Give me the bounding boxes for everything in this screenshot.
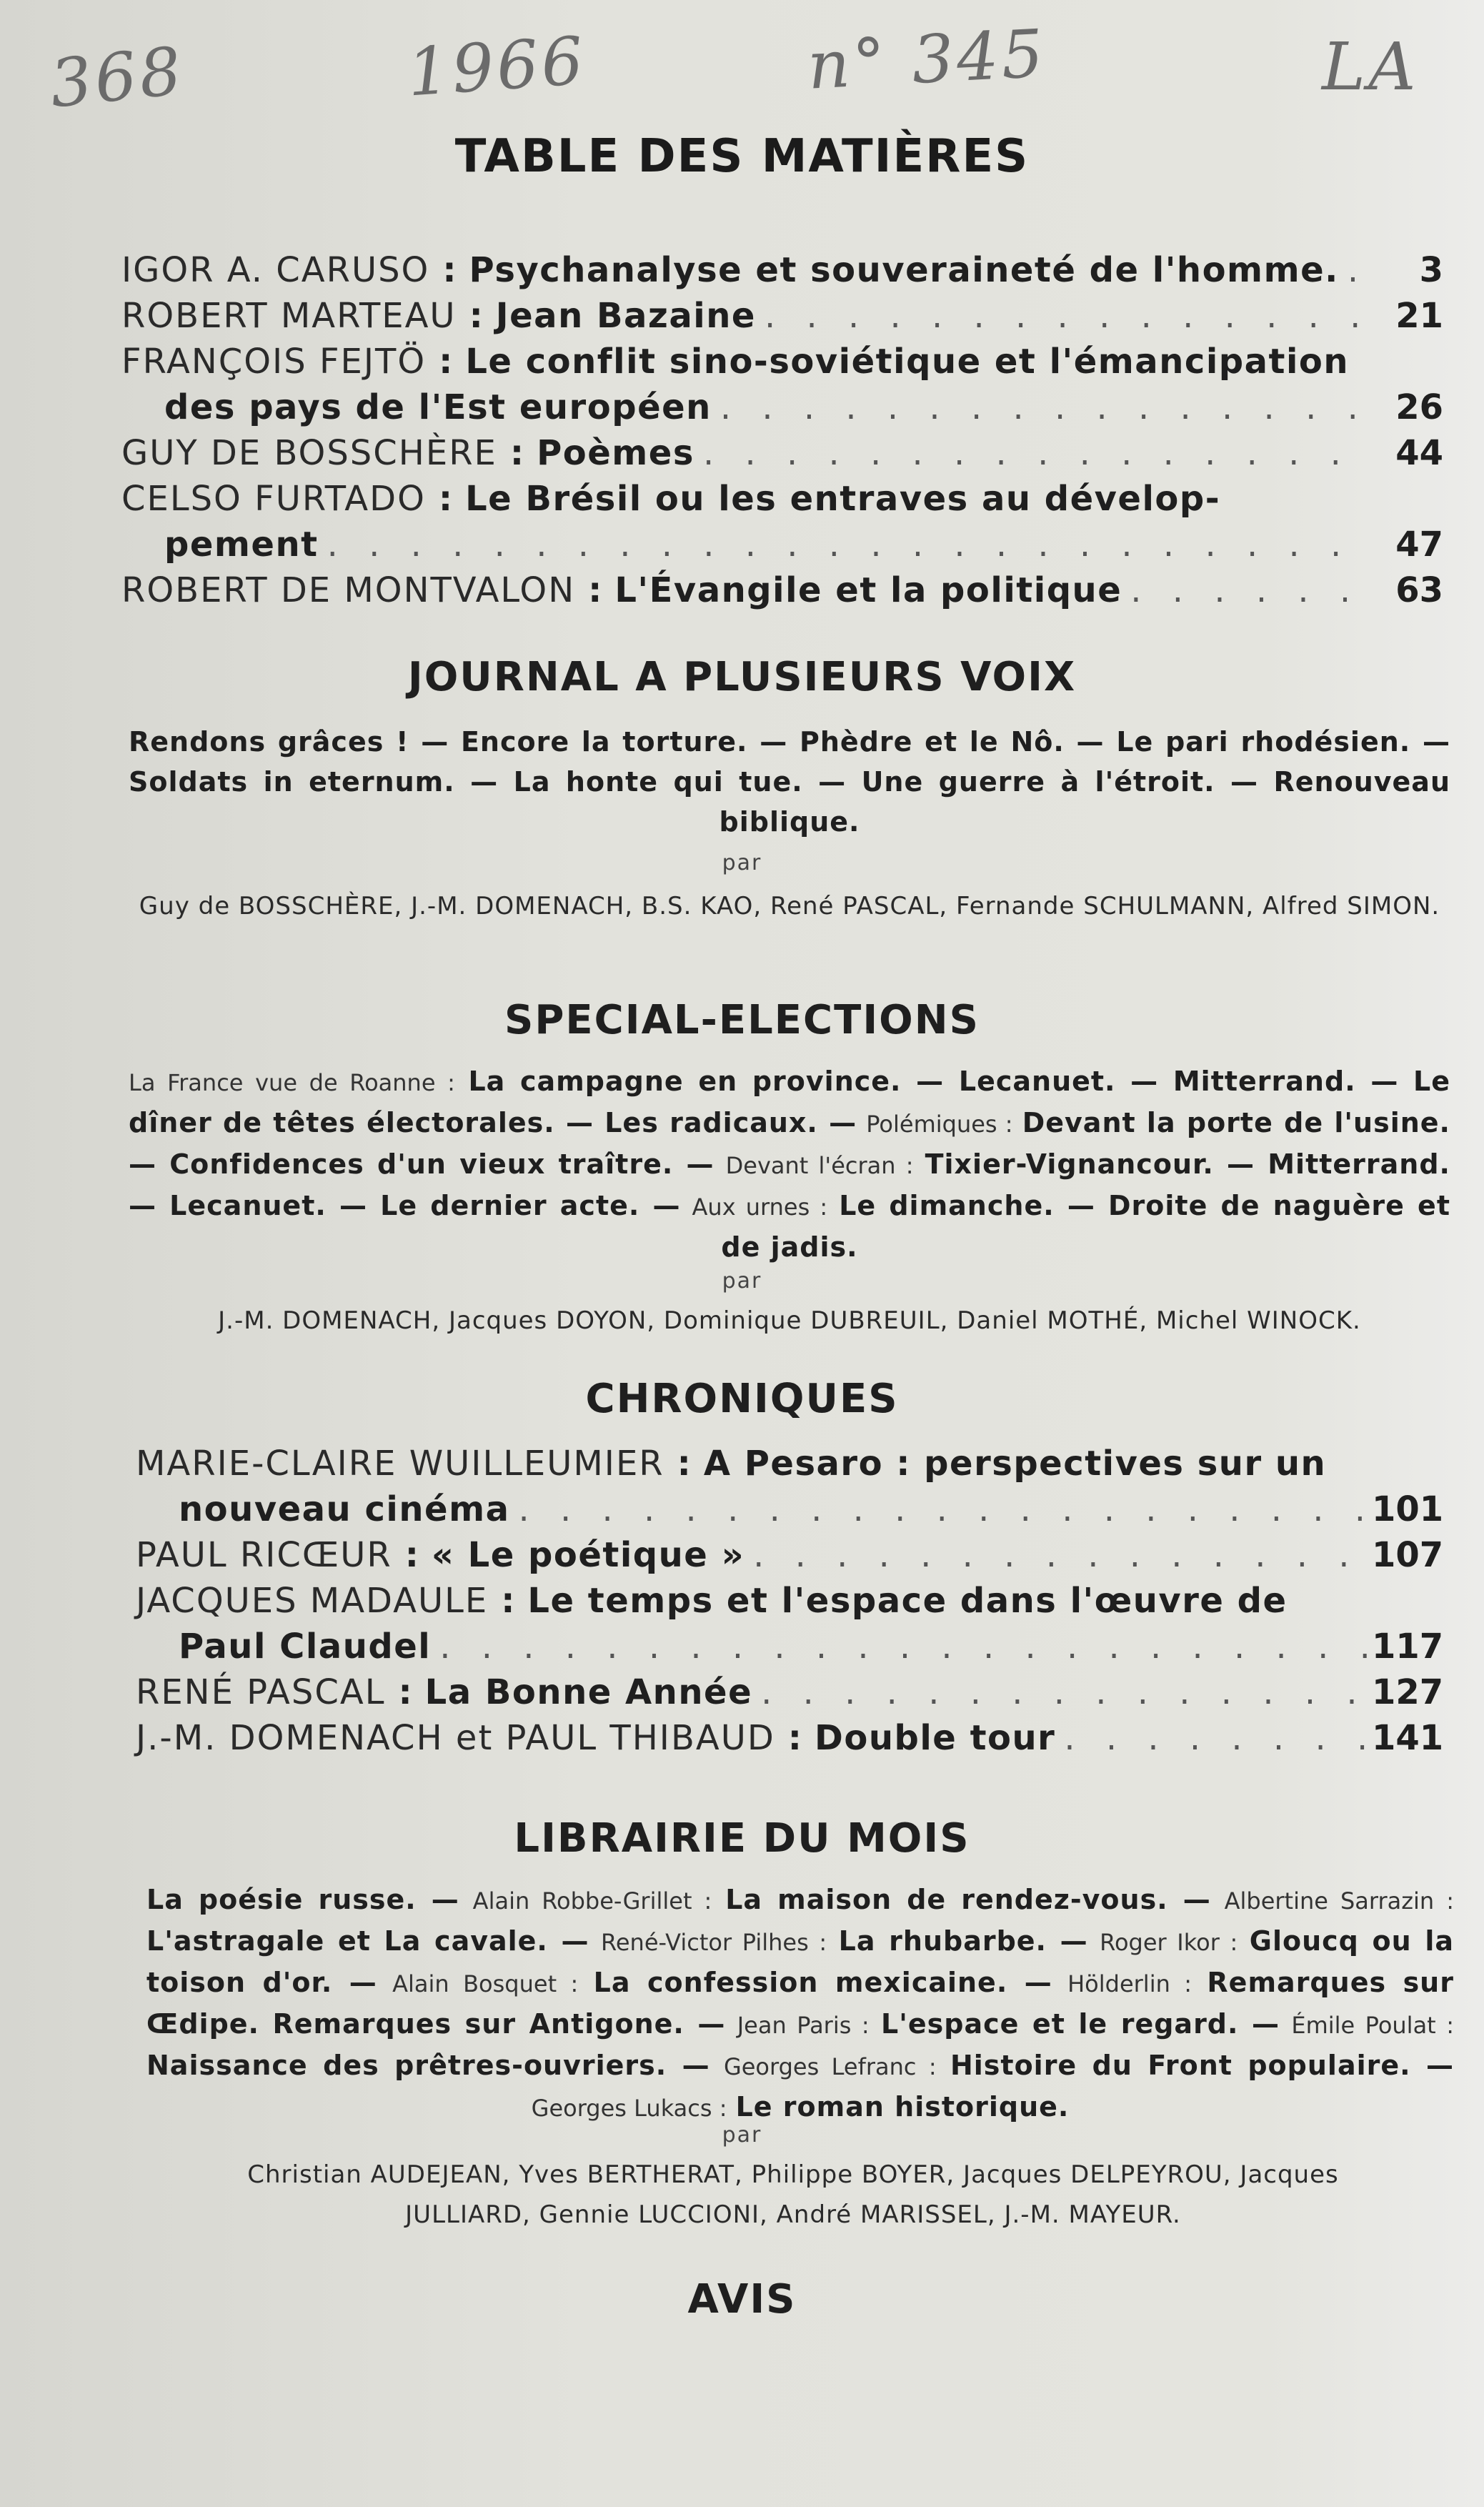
book-author: René-Victor Pilhes :: [601, 1929, 827, 1956]
chroniques-list: [136, 1444, 1443, 1764]
entry-author: JACQUES MADAULE: [136, 1581, 489, 1621]
entry-title: Psychanalyse et souveraineté de l'homme.: [469, 250, 1339, 290]
book-title: L'astragale et La cavale. —: [146, 1925, 589, 1957]
book-title: Naissance des prêtres-ouvriers. —: [146, 2050, 710, 2081]
elections-text: Tixier-Vignancour. — Mitterrand. — Lecanuet. — Le dernier acte. —: [129, 1148, 1450, 1221]
entry-title: La Bonne Année: [424, 1672, 753, 1712]
entry-author: FRANÇOIS FEJTÖ: [121, 342, 427, 382]
book-author: Émile Poulat :: [1291, 2012, 1454, 2039]
librairie-contents: [146, 1880, 1454, 2128]
entry-page: 107: [1372, 1535, 1444, 1575]
section-heading-elections: SPECIAL-ELECTIONS: [504, 997, 980, 1043]
entry-page: 127: [1372, 1672, 1444, 1712]
book-title: Remarques sur Œdipe. Remarques sur Antigone. —: [146, 1967, 1454, 2040]
book-author: Alain Robbe-Grillet :: [472, 1887, 712, 1915]
book-author: Alain Bosquet :: [392, 1970, 579, 1997]
entry-title: Jean Bazaine: [495, 296, 756, 336]
entry-page: 141: [1372, 1718, 1444, 1758]
book-author: Hölderlin :: [1067, 1970, 1192, 1997]
entry-author: CELSO FURTADO: [121, 479, 426, 519]
entry-page: 47: [1395, 525, 1443, 565]
book-title: Gloucq ou la toison d'or. —: [146, 1925, 1455, 1998]
entry-author: J.-M. DOMENACH et PAUL THIBAUD: [136, 1718, 775, 1758]
handwritten-note-year: 1966: [404, 22, 589, 111]
book-author: Georges Lukacs :: [531, 2095, 727, 2122]
journal-authors: Guy de BOSSCHÈRE, J.-M. DOMENACH, B.S. KAO, René PASCAL, Fernande SCHULMANN, Alfred SIMON.: [139, 892, 1440, 920]
entry-page: 26: [1395, 387, 1443, 427]
entry-author: RENÉ PASCAL: [136, 1672, 386, 1712]
entry-author: MARIE-CLAIRE WUILLEUMIER: [136, 1444, 664, 1484]
handwritten-note-number: n° 345: [805, 15, 1048, 104]
toc-entry: CELSO FURTADO : Le Brésil ou les entraves au dévelop- pement . . . 47: [121, 479, 1443, 570]
entry-title-continued: pement: [164, 525, 319, 565]
page-title: TABLE DES MATIÈRES: [454, 130, 1030, 183]
handwritten-note-left: 368: [46, 32, 188, 123]
toc-entry: PAUL RICŒUR : « Le poétique » . . . 107: [136, 1535, 1443, 1581]
elections-contents: [129, 1061, 1450, 1267]
entry-page: 3: [1419, 250, 1443, 290]
elections-intro: Aux urnes :: [692, 1193, 828, 1221]
par-label: par: [722, 1269, 762, 1294]
entry-title: Le conflit sino-soviétique et l'émancipation: [465, 342, 1350, 382]
toc-entry: ROBERT MARTEAU : Jean Bazaine . . . 21: [121, 296, 1443, 342]
book-author: Jean Paris :: [737, 2012, 870, 2039]
book-title: La poésie russe. —: [146, 1884, 459, 1915]
book-title: Histoire du Front populaire. —: [950, 2050, 1454, 2081]
toc-entry: J.-M. DOMENACH et PAUL THIBAUD : Double tour . . . 141: [136, 1718, 1443, 1764]
toc-entry: ROBERT DE MONTVALON : L'Évangile et la politique . . . 63: [121, 570, 1443, 616]
entry-author: ROBERT MARTEAU: [121, 296, 457, 336]
entry-author: GUY DE BOSSCHÈRE: [121, 433, 497, 473]
entry-title: Le Brésil ou les entraves au dévelop-: [465, 479, 1221, 519]
book-author: Albertine Sarrazin :: [1224, 1887, 1454, 1915]
toc-entry: IGOR A. CARUSO : Psychanalyse et souveraineté de l'homme. . . . 3: [121, 250, 1443, 296]
section-heading-journal: JOURNAL A PLUSIEURS VOIX: [407, 654, 1077, 700]
entry-title-continued: des pays de l'Est européen: [164, 387, 712, 427]
entry-title: Double tour: [815, 1718, 1056, 1758]
entry-title-continued: nouveau cinéma: [179, 1489, 510, 1529]
articles-list: [121, 250, 1443, 616]
entry-author: ROBERT DE MONTVALON: [121, 570, 576, 610]
avis-heading: AVIS: [687, 2276, 797, 2323]
entry-title: L'Évangile et la politique: [614, 570, 1122, 610]
elections-authors: J.-M. DOMENACH, Jacques DOYON, Dominique DUBREUIL, Daniel MOTHÉ, Michel WINOCK.: [218, 1306, 1361, 1335]
entry-page: 44: [1395, 433, 1443, 473]
handwritten-note-right: LA: [1322, 29, 1419, 105]
journal-text: Rendons grâces ! — Encore la torture. — Phèdre et le Nô. — Le pari rhodésien. — Soldats in eternum. — La honte qui tue. — Une guerre à l'étroit. — Renouveau biblique.: [129, 726, 1450, 838]
elections-intro: Devant l'écran :: [725, 1152, 914, 1179]
book-title: La confession mexicaine. —: [593, 1967, 1052, 1998]
entry-page: 21: [1395, 296, 1443, 336]
par-label: par: [722, 850, 762, 875]
book-title: L'espace et le regard. —: [881, 2008, 1280, 2040]
entry-title: A Pesaro : perspectives sur un: [703, 1444, 1327, 1484]
section-heading-librairie: LIBRAIRIE DU MOIS: [514, 1815, 970, 1862]
toc-entry: RENÉ PASCAL : La Bonne Année . . . 127: [136, 1672, 1443, 1718]
entry-author: PAUL RICŒUR: [136, 1535, 392, 1575]
book-title: La maison de rendez-vous. —: [725, 1884, 1211, 1915]
book-title: La rhubarbe. —: [838, 1925, 1088, 1957]
entry-title-continued: Paul Claudel: [179, 1627, 432, 1667]
par-label: par: [722, 2123, 762, 2148]
toc-entry: MARIE-CLAIRE WUILLEUMIER : A Pesaro : perspectives sur un nouveau cinéma . . . 101: [136, 1444, 1443, 1535]
entry-title: « Le poétique »: [431, 1535, 745, 1575]
entry-page: 101: [1372, 1489, 1444, 1529]
journal-contents: [129, 722, 1450, 842]
entry-page: 117: [1372, 1627, 1444, 1667]
entry-page: 63: [1395, 570, 1443, 610]
elections-text: Devant la porte de l'usine. — Confidences d'un vieux traître. —: [129, 1107, 1450, 1180]
book-author: Roger Ikor :: [1100, 1929, 1238, 1956]
elections-intro: La France vue de Roanne :: [129, 1069, 455, 1096]
elections-text: Le dimanche. — Droite de naguère et de jadis.: [721, 1190, 1450, 1263]
toc-entry: FRANÇOIS FEJTÖ : Le conflit sino-soviétique et l'émancipation des pays de l'Est européen . . . 26: [121, 342, 1443, 433]
elections-intro: Polémiques :: [866, 1111, 1013, 1138]
entry-title: Le temps et l'espace dans l'œuvre de: [527, 1581, 1288, 1621]
entry-author: IGOR A. CARUSO: [121, 250, 430, 290]
elections-text: La campagne en province. — Lecanuet. — Mitterrand. — Le dîner de têtes électorales. — Les radicaux. —: [129, 1066, 1450, 1138]
toc-entry: JACQUES MADAULE : Le temps et l'espace dans l'œuvre de Paul Claudel . . . 117: [136, 1581, 1443, 1672]
entry-title: Poèmes: [537, 433, 694, 473]
book-author: Georges Lefranc :: [723, 2053, 937, 2080]
book-title: Le roman historique.: [735, 2091, 1070, 2123]
section-heading-chroniques: CHRONIQUES: [585, 1376, 899, 1422]
toc-entry: GUY DE BOSSCHÈRE : Poèmes . . . 44: [121, 433, 1443, 479]
librairie-authors: Christian AUDEJEAN, Yves BERTHERAT, Philippe BOYER, Jacques DELPEYROU, Jacques JULLIARD, Gennie LUCCIONI, André MARISSEL, J.-M. MAYEUR.: [247, 2160, 1339, 2229]
